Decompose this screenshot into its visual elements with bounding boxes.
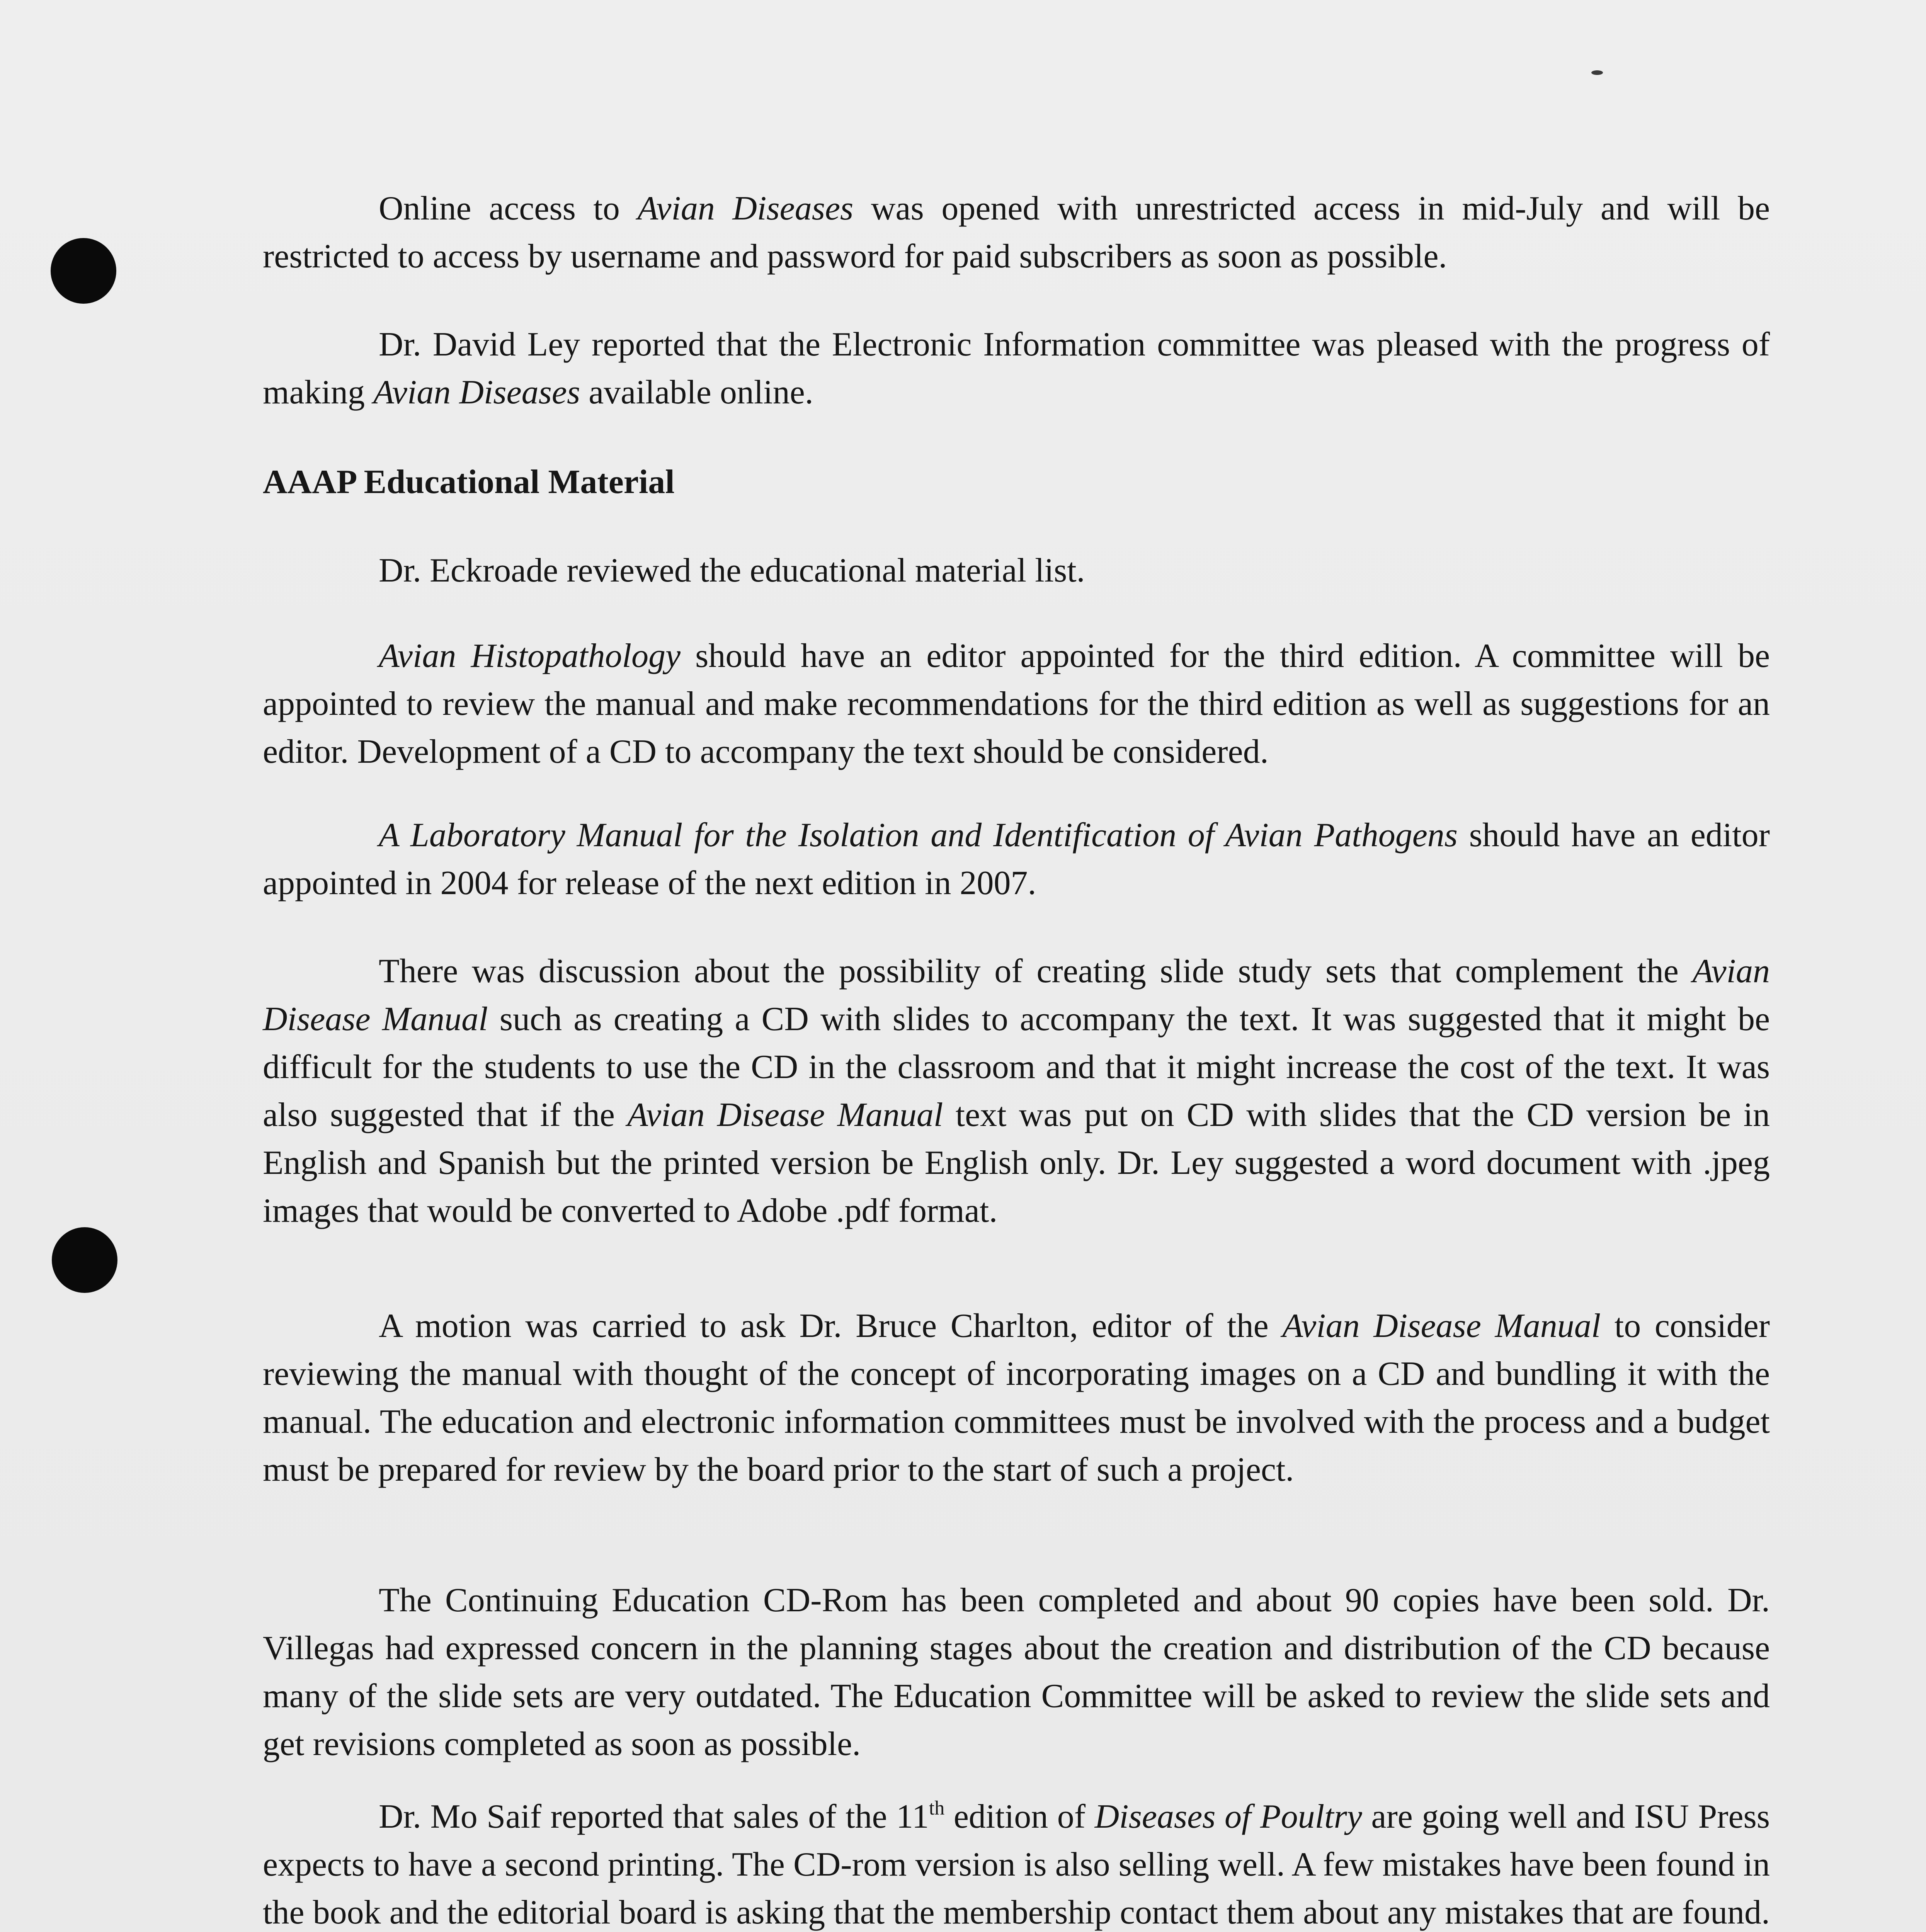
text-run: Dr. Eckroade reviewed the educational material list. [379,552,1085,589]
book-title: Avian Histopathology [379,637,681,675]
text-run: text was put on CD with slides that the CD version be in English and Spanish but the printed version be English only. Dr. Ley suggested a word document with .jpeg images that would be converted to Adobe .pdf format. [263,1096,1770,1230]
heading-text: AAAP Educational Material [263,463,675,501]
text-run: such as creating a CD with slides to accompany the text. It was suggested that it might be difficult for the students to use the CD in the classroom and that it might increase the cost of the text. It was also suggested that if the [263,1000,1770,1134]
text-run: A motion was carried to ask Dr. Bruce Charlton, editor of the [379,1307,1283,1345]
paragraph-educational-list [263,547,1770,595]
binder-hole-middle [52,1227,117,1293]
text-run: There was discussion about the possibility of creating slide study sets that complement the [379,952,1693,990]
text-run: available online. [580,374,813,411]
text-run: should have an editor appointed in 2004 for release of the next edition in 2007. [263,816,1770,902]
paragraph-electronic-information [263,321,1770,417]
journal-title: Avian Diseases [373,374,580,411]
text-run: to consider reviewing the manual with thought of the concept of incorporating images on a CD and bundling it with the manual. The education and electronic information committees must be involved with the process and a budget must be prepared for review by the board prior to the start of such a project. [263,1307,1770,1488]
book-title: Diseases of Poultry [1094,1798,1362,1835]
book-title: Avian Disease Manual [627,1096,943,1134]
paragraph-online-access [263,185,1770,281]
paragraph-diseases-of-poultry [263,1793,1770,1932]
journal-title: Avian Diseases [637,190,854,227]
book-title: A Laboratory Manual for the Isolation and Identification of Avian Pathogens [379,816,1458,854]
text-run: are going well and ISU Press expects to have a second printing. The CD-rom version is also selling well. A few mistakes have been found in the book and the editorial board is asking that the membership contact them about any mistakes that are found. [263,1798,1770,1931]
ordinal-suffix: th [929,1797,945,1819]
text-run: Dr. David Ley reported that the Electronic Information committee was pleased with the progress of making [263,326,1770,411]
text-run: edition of [944,1798,1095,1835]
paragraph-continuing-education [263,1577,1770,1768]
text-run: The Continuing Education CD-Rom has been completed and about 90 copies have been sold. Dr. Villegas had expressed concern in the planning stages about the creation and distribution of the CD because many of the slide sets are very outdated. The Education Committee will be asked to review the slide sets and get revisions completed as soon as possible. [263,1582,1770,1763]
paragraph-charlton-motion [263,1302,1770,1494]
text-run: Online access to [379,190,638,227]
book-title: Avian Disease Manual [263,952,1770,1038]
paragraph-laboratory-manual [263,811,1770,907]
text-run: was opened with unrestricted access in mid-July and will be restricted to access by username and password for paid subscribers as soon as possible. [263,190,1770,275]
paragraph-slide-study-sets [263,947,1770,1235]
section-heading [263,458,1770,506]
binder-hole-top [51,238,116,304]
text-run: should have an editor appointed for the third edition. A committee will be appointed to review the manual and make recommendations for the third edition as well as suggestions for an editor. Development of a CD to accompany the text should be considered. [263,637,1770,770]
scan-speck [1591,70,1603,75]
book-title: Avian Disease Manual [1282,1307,1601,1345]
text-run: Dr. Mo Saif reported that sales of the 11 [379,1798,929,1835]
paragraph-histopathology [263,632,1770,776]
